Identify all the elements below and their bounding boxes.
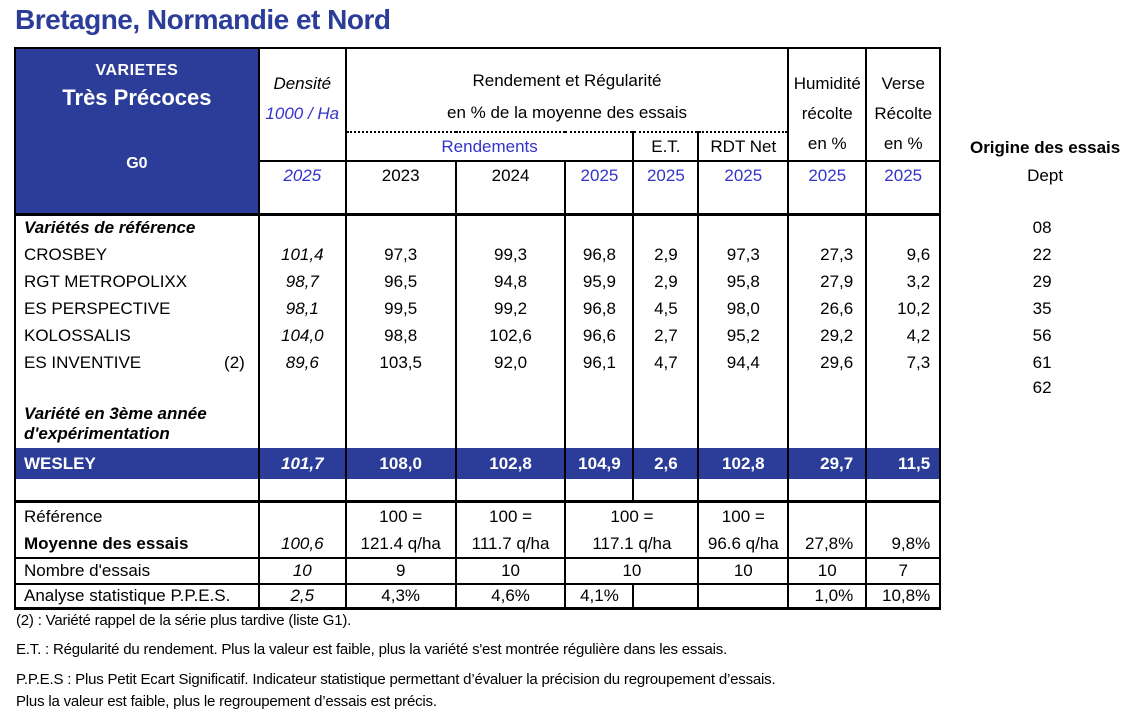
y2024-cell: 102,8 <box>456 448 566 479</box>
variety-name-cell <box>15 241 259 268</box>
densite-cell: 101,7 <box>259 448 346 479</box>
verse-cell <box>866 501 940 558</box>
footnote-note2: (2) : Variété rappel de la série plus tardive (liste G1). <box>16 612 352 629</box>
y2025-et-merged-cell: 10 <box>565 558 698 584</box>
empty-cell <box>633 214 698 241</box>
year-2023: 2023 <box>346 161 456 214</box>
table-row-spacer <box>15 479 1143 501</box>
et-cell: 2,9 <box>633 241 698 268</box>
moyenne-label: Moyenne des essais <box>24 533 189 553</box>
reference-label: Référence <box>24 506 103 526</box>
empty-cell <box>565 376 633 399</box>
verse-header-cell <box>866 48 940 161</box>
year-2024: 2024 <box>456 161 566 214</box>
densite-cell: 10 <box>259 558 346 584</box>
y2023-cell <box>346 501 456 558</box>
moyenne-y2023: 121.4 q/ha <box>360 533 441 553</box>
verse-cell: 7,3 <box>866 349 940 376</box>
hum-cell: 27,3 <box>788 241 866 268</box>
empty-cell <box>456 399 566 448</box>
year-densite: 2025 <box>259 161 346 214</box>
empty-cell <box>788 399 866 448</box>
variety-note: (2) <box>224 352 245 372</box>
earliness-label: Très Précoces <box>62 85 212 110</box>
footnote-ppes-line2: Plus la valeur est faible, plus le regroupement d’essais est précis. <box>16 693 437 710</box>
rdt-cell <box>698 501 788 558</box>
rdt-cell <box>698 584 788 609</box>
empty-cell <box>940 558 1143 584</box>
y2024-cell: 99,2 <box>456 295 566 322</box>
y2025-et-merged-cell <box>565 501 698 558</box>
group-label: G0 <box>126 155 148 172</box>
humidite-sub1: récolte <box>801 104 853 123</box>
empty-cell <box>788 479 866 501</box>
et-cell: 4,7 <box>633 349 698 376</box>
et-cell: 2,7 <box>633 322 698 349</box>
empty-cell <box>866 399 940 448</box>
rdt-cell: 102,8 <box>698 448 788 479</box>
empty-cell <box>940 501 1143 558</box>
empty-cell <box>633 376 698 399</box>
origine-header-cell <box>940 48 1143 214</box>
verse-label: Verse <box>881 74 925 93</box>
variety-name: RGT METROPOLIXX <box>24 271 188 291</box>
dept-cell: 22 <box>1032 244 1052 264</box>
y2024-cell: 10 <box>456 558 566 584</box>
analyse-label-cell: Analyse statistique P.P.E.S. <box>15 584 259 609</box>
section-third-year-row <box>15 399 1143 448</box>
footnote-ppes-line1: P.P.E.S : Plus Petit Ecart Significatif. Indicateur statistique permettant d’évaluer la précision du regroupement d’essais. <box>16 671 776 688</box>
densite-cell: 89,6 <box>259 349 346 376</box>
rdt-cell: 95,8 <box>698 268 788 295</box>
y2023-cell: 98,8 <box>346 322 456 349</box>
variety-name-cell <box>15 349 259 376</box>
hum-cell: 10 <box>788 558 866 584</box>
rendements-header-cell: Rendements <box>346 132 634 161</box>
y2023-cell: 9 <box>346 558 456 584</box>
dept-cell: 61 <box>1032 352 1052 372</box>
empty-cell <box>698 376 788 399</box>
humidite-label: Humidité <box>793 74 861 93</box>
empty-cell <box>788 376 866 399</box>
verse-sub1: Récolte <box>874 104 933 123</box>
densite-cell: 104,0 <box>259 322 346 349</box>
dept-cell: 29 <box>1032 271 1052 291</box>
table-row-wesley-highlight <box>15 448 1143 479</box>
variety-name-cell <box>15 268 259 295</box>
densite-header-cell <box>259 48 346 161</box>
hum-cell: 29,6 <box>788 349 866 376</box>
empty-cell <box>346 214 456 241</box>
dept-cell: 56 <box>1032 325 1052 345</box>
ref-100: 100 = <box>379 506 423 526</box>
verse-cell: 7 <box>866 558 940 584</box>
empty-cell <box>346 479 456 501</box>
year-verse: 2025 <box>866 161 940 214</box>
origine-title: Origine des essais <box>969 138 1121 157</box>
hum-cell: 27,9 <box>788 268 866 295</box>
empty-cell <box>565 399 633 448</box>
y2023-cell: 97,3 <box>346 241 456 268</box>
rdt-cell: 97,3 <box>698 241 788 268</box>
humidite-header-cell <box>788 48 866 161</box>
y2024-cell: 92,0 <box>456 349 566 376</box>
empty-cell <box>633 399 698 448</box>
empty-cell <box>259 479 346 501</box>
empty-cell <box>565 214 633 241</box>
table-row-es-inventive <box>15 349 1143 376</box>
moyenne-verse: 9,8% <box>891 533 931 553</box>
verse-cell: 10,8% <box>866 584 940 609</box>
y2024-cell: 99,3 <box>456 241 566 268</box>
page-title: Bretagne, Normandie et Nord <box>15 4 391 35</box>
empty-cell <box>866 376 940 399</box>
verse-sub2: en % <box>883 134 923 153</box>
densite-cell: 98,1 <box>259 295 346 322</box>
y2024-cell: 4,6% <box>456 584 566 609</box>
moyenne-y2025-et: 117.1 q/ha <box>592 533 672 553</box>
year-et: 2025 <box>633 161 698 214</box>
analyse-statistique-row <box>15 584 1143 609</box>
year-hum: 2025 <box>788 161 866 214</box>
variety-name: ES PERSPECTIVE <box>24 298 171 318</box>
dept-cell: 08 <box>1032 217 1052 237</box>
y2024-cell <box>456 501 566 558</box>
densite-cell: 98,7 <box>259 268 346 295</box>
moyenne-y2024: 111.7 q/ha <box>471 533 550 553</box>
y2024-cell: 102,6 <box>456 322 566 349</box>
empty-cell <box>456 479 566 501</box>
verse-cell: 3,2 <box>866 268 940 295</box>
empty-cell <box>346 376 456 399</box>
empty-cell <box>259 376 346 399</box>
table-row-blank-dept <box>15 376 1143 399</box>
hum-cell: 26,6 <box>788 295 866 322</box>
hum-cell: 29,7 <box>788 448 866 479</box>
verse-cell: 4,2 <box>866 322 940 349</box>
hum-cell: 29,2 <box>788 322 866 349</box>
et-header-cell: E.T. <box>633 132 698 161</box>
variety-name-cell: WESLEY <box>15 448 259 479</box>
y2025-cell: 96,8 <box>565 295 633 322</box>
densite-cell: 2,5 <box>259 584 346 609</box>
section-third-year-label <box>15 399 259 448</box>
dept-cell: 62 <box>1032 377 1052 397</box>
variety-name-cell <box>15 295 259 322</box>
empty-cell <box>940 399 1143 448</box>
y2025-cell: 95,9 <box>565 268 633 295</box>
rdt-cell: 95,2 <box>698 322 788 349</box>
footnote-et: E.T. : Régularité du rendement. Plus la valeur est faible, plus la variété s'est montrée régulière dans les essais. <box>16 641 728 658</box>
table-row-es-perspective <box>15 295 1143 322</box>
y2023-cell: 4,3% <box>346 584 456 609</box>
empty-cell <box>940 448 1143 479</box>
et-cell: 4,5 <box>633 295 698 322</box>
empty-cell <box>940 584 1143 609</box>
ref-100: 100 = <box>721 506 765 526</box>
empty-cell <box>866 479 940 501</box>
section-reference-row <box>15 214 1143 241</box>
et-cell <box>633 584 698 609</box>
rdtnet-header-cell: RDT Net <box>698 132 788 161</box>
yield-subtitle: en % de la moyenne des essais <box>446 103 688 122</box>
varieties-label: VARIETES <box>95 62 179 79</box>
y2025-cell: 104,9 <box>565 448 633 479</box>
varieties-header-cell <box>15 48 259 214</box>
empty-cell <box>15 479 259 501</box>
variety-name: CROSBEY <box>24 244 108 264</box>
hum-cell <box>788 501 866 558</box>
y2023-cell: 99,5 <box>346 295 456 322</box>
yield-group-header-cell <box>346 48 789 132</box>
reference-moyenne-row <box>15 501 1143 558</box>
y2023-cell: 108,0 <box>346 448 456 479</box>
variety-name: KOLOSSALIS <box>24 325 131 345</box>
empty-cell <box>456 214 566 241</box>
year-2025: 2025 <box>565 161 633 214</box>
empty-cell <box>698 479 788 501</box>
et-cell: 2,6 <box>633 448 698 479</box>
table-row-rgt-metropolixx <box>15 268 1143 295</box>
empty-cell <box>698 214 788 241</box>
yield-title: Rendement et Régularité <box>472 71 662 90</box>
dept-label: Dept <box>1027 166 1064 185</box>
reference-moyenne-label-cell <box>15 501 259 558</box>
verse-cell: 9,6 <box>866 241 940 268</box>
year-rdt: 2025 <box>698 161 788 214</box>
y2023-cell: 103,5 <box>346 349 456 376</box>
section-third-year-line2: d'expérimentation <box>24 423 170 443</box>
empty-cell <box>15 376 259 399</box>
empty-cell <box>698 399 788 448</box>
y2025-cell: 4,1% <box>565 584 633 609</box>
header-row-top <box>15 48 1143 132</box>
rdt-cell: 10 <box>698 558 788 584</box>
empty-cell <box>788 214 866 241</box>
moyenne-hum: 27,8% <box>805 533 854 553</box>
moyenne-densite: 100,6 <box>281 533 324 553</box>
section-third-year-line1: Variété en 3ème année <box>24 403 207 423</box>
hum-cell: 1,0% <box>788 584 866 609</box>
moyenne-rdt: 96.6 q/ha <box>707 533 779 553</box>
densite-cell <box>259 501 346 558</box>
y2024-cell: 94,8 <box>456 268 566 295</box>
empty-cell <box>456 376 566 399</box>
nombre-label-cell: Nombre d'essais <box>15 558 259 584</box>
nombre-essais-row <box>15 558 1143 584</box>
y2025-cell: 96,8 <box>565 241 633 268</box>
densite-cell: 101,4 <box>259 241 346 268</box>
table-row-kolossalis <box>15 322 1143 349</box>
densite-unit-label: 1000 / Ha <box>265 104 340 123</box>
dept-cell: 35 <box>1032 298 1052 318</box>
table-row-crosbey <box>15 241 1143 268</box>
et-cell: 2,9 <box>633 268 698 295</box>
rdt-cell: 94,4 <box>698 349 788 376</box>
variety-name: ES INVENTIVE <box>24 352 142 372</box>
rdt-cell: 98,0 <box>698 295 788 322</box>
y2023-cell: 96,5 <box>346 268 456 295</box>
empty-cell <box>259 399 346 448</box>
humidite-sub2: en % <box>807 134 847 153</box>
empty-cell <box>346 399 456 448</box>
section-reference-label: Variétés de référence <box>15 214 259 241</box>
empty-cell <box>940 479 1143 501</box>
y2025-cell: 96,6 <box>565 322 633 349</box>
y2025-cell: 96,1 <box>565 349 633 376</box>
varieties-results-table <box>14 47 1143 610</box>
empty-cell <box>259 214 346 241</box>
densite-label: Densité <box>273 74 332 93</box>
ref-100: 100 = <box>489 506 533 526</box>
empty-cell <box>633 479 698 501</box>
verse-cell: 10,2 <box>866 295 940 322</box>
verse-cell: 11,5 <box>866 448 940 479</box>
empty-cell <box>866 214 940 241</box>
ref-100: 100 = <box>610 506 654 526</box>
variety-name-cell <box>15 322 259 349</box>
empty-cell <box>565 479 633 501</box>
